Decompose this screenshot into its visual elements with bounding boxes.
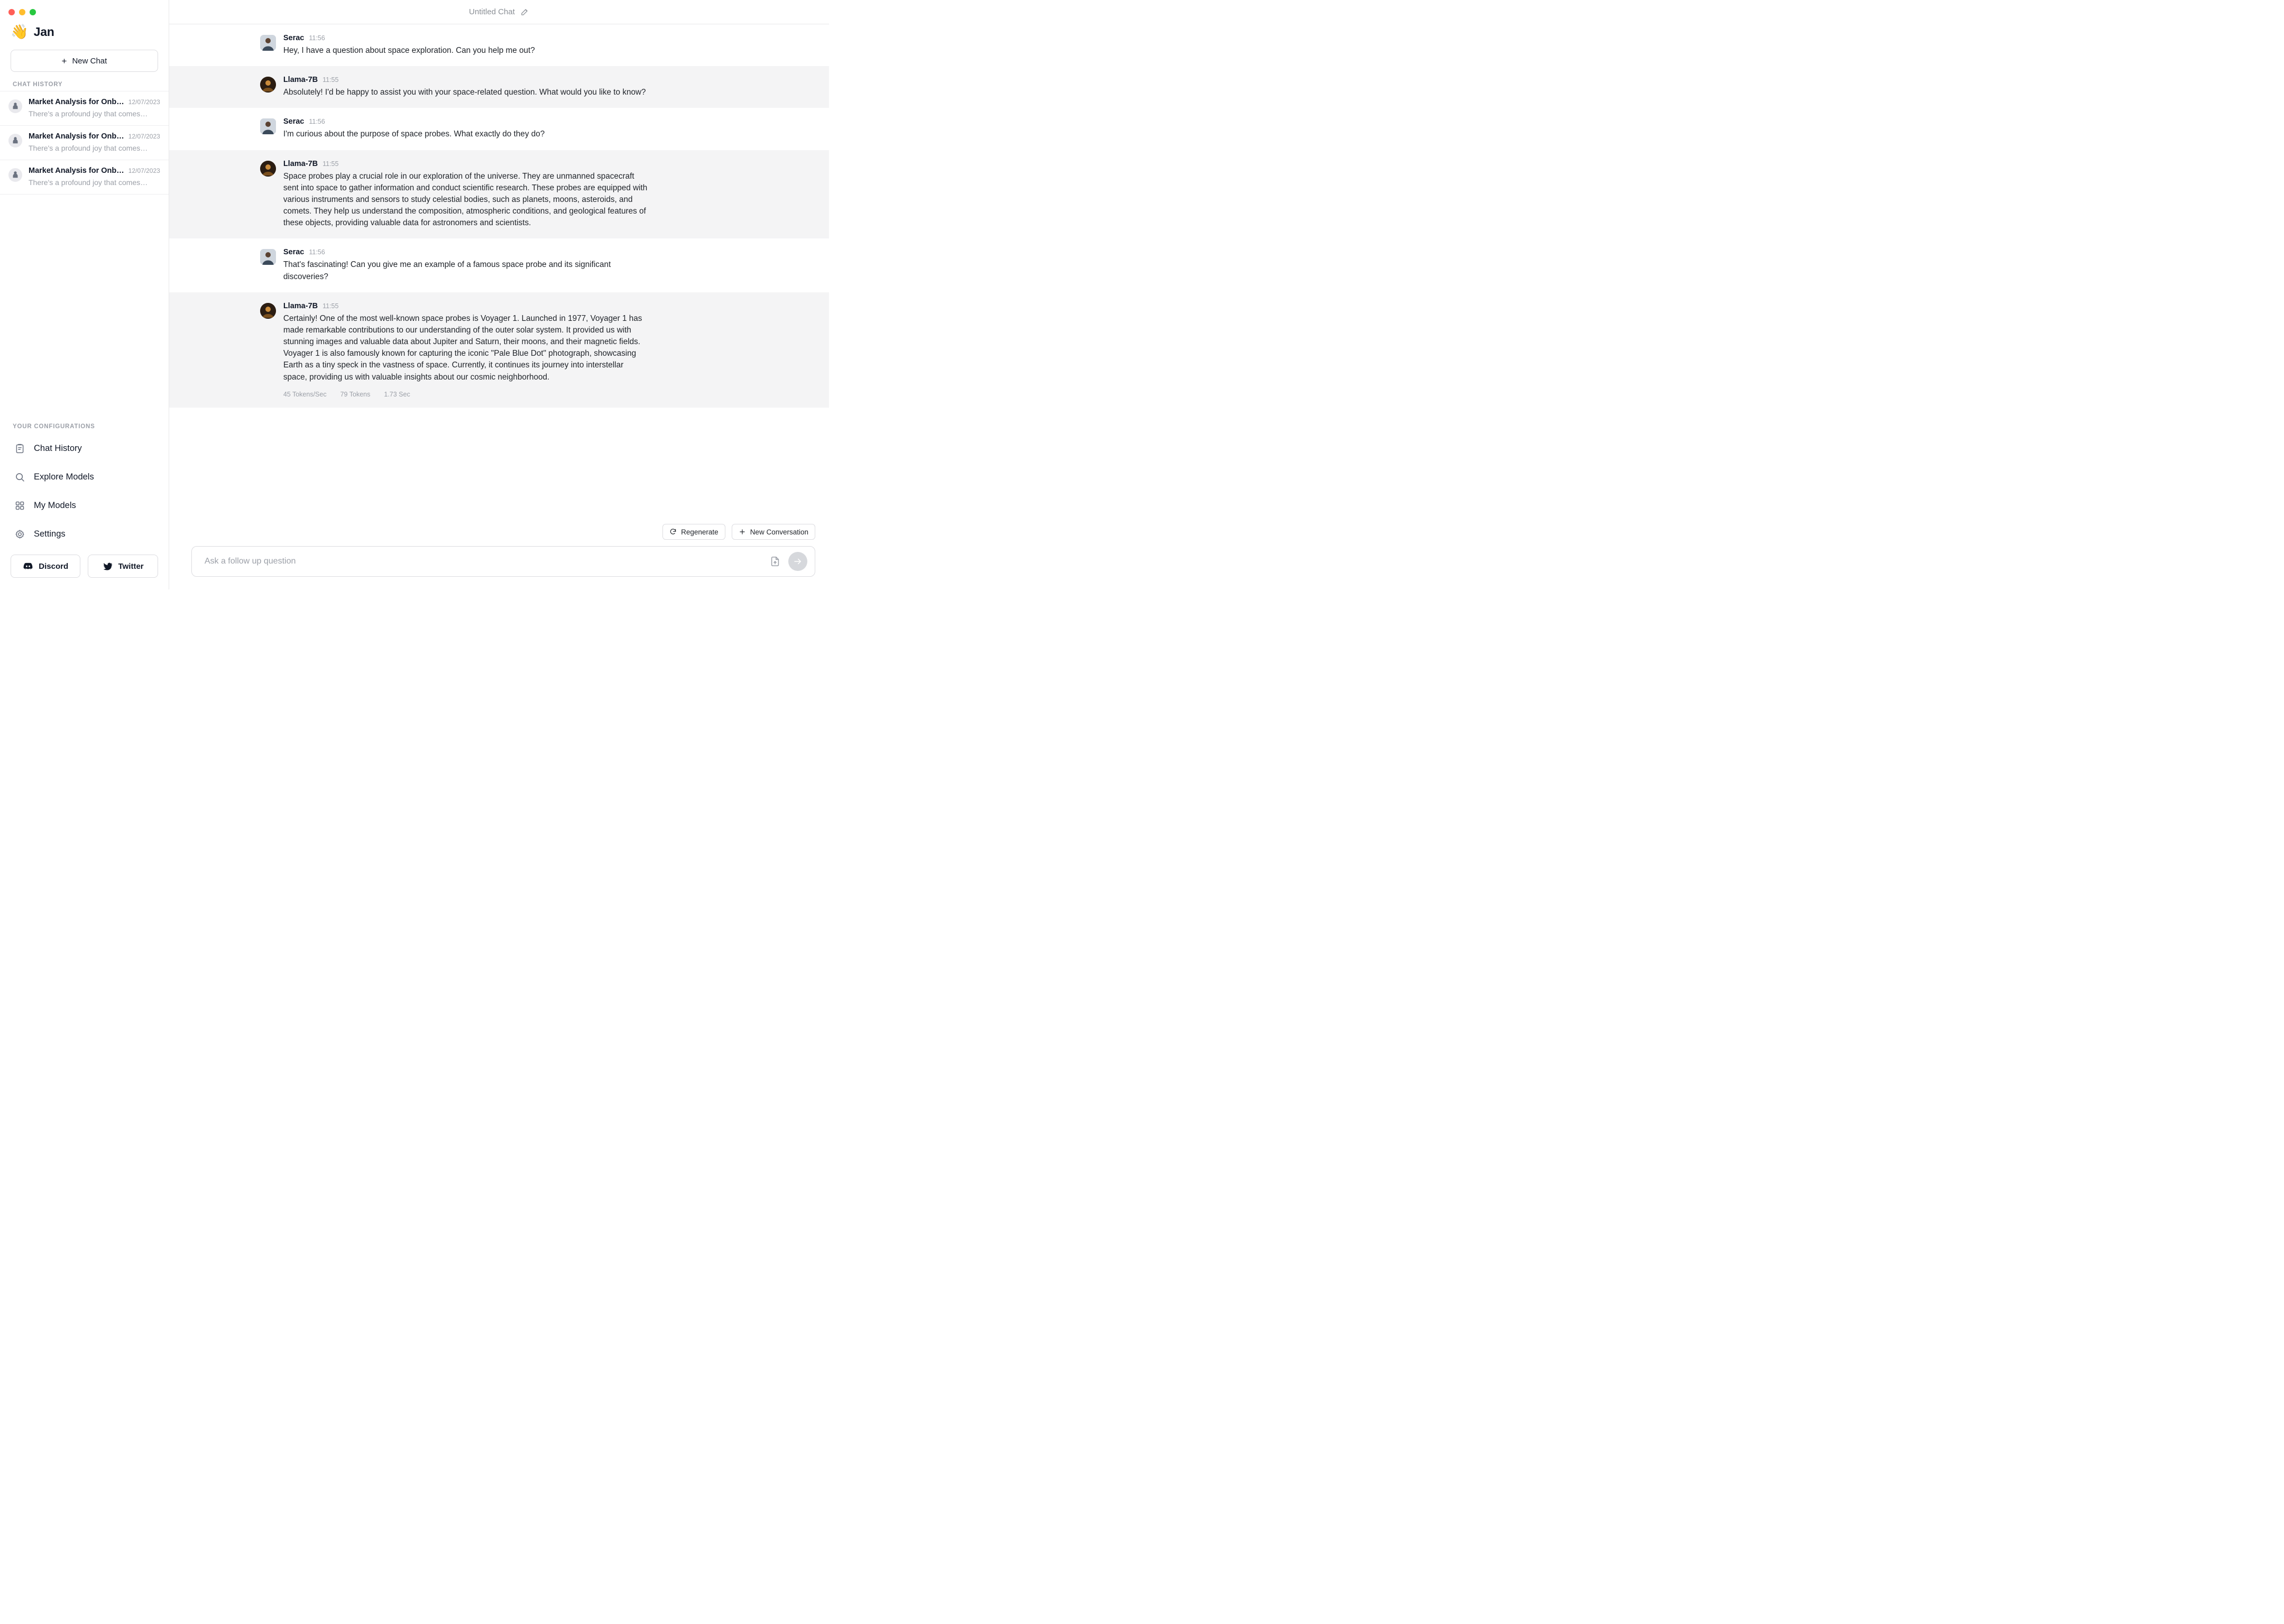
message-text: I'm curious about the purpose of space probes. What exactly do they do? <box>283 130 545 139</box>
maximize-window-button[interactable] <box>30 9 36 15</box>
list-item[interactable] <box>0 126 169 160</box>
message-author: Llama-7B <box>283 301 318 310</box>
composer-area <box>169 524 829 589</box>
app-brand <box>0 17 169 42</box>
history-item-date: 12/07/2023 <box>128 133 160 140</box>
new-conversation-label: New Conversation <box>750 528 808 536</box>
chat-message <box>169 66 829 108</box>
elapsed-seconds: 1.73 Sec <box>384 390 410 398</box>
new-conversation-button[interactable] <box>732 524 815 540</box>
avatar <box>8 168 22 182</box>
composer[interactable] <box>191 546 815 577</box>
chat-topbar <box>169 0 829 24</box>
message-time: 11:55 <box>323 302 339 310</box>
sidebar-item-label: Chat History <box>34 443 82 453</box>
twitter-icon <box>103 561 113 571</box>
sidebar-item-label: My Models <box>34 500 76 510</box>
send-button[interactable] <box>788 552 807 571</box>
social-links <box>0 548 169 589</box>
discord-label: Discord <box>39 561 69 571</box>
message-author: Llama-7B <box>283 76 318 85</box>
file-upload-icon[interactable] <box>769 556 781 567</box>
sidebar-item-explore-models[interactable] <box>0 463 169 491</box>
message-stats <box>283 391 649 398</box>
sidebar-item-settings[interactable] <box>0 520 169 548</box>
window-traffic-lights <box>0 0 169 17</box>
chat-message <box>169 108 829 150</box>
app-window <box>0 0 829 589</box>
avatar <box>260 118 276 134</box>
tokens-per-sec: 45 Tokens/Sec <box>283 390 327 398</box>
avatar <box>260 303 276 319</box>
history-item-title: Market Analysis for Onb… <box>29 167 124 175</box>
list-item[interactable] <box>0 91 169 126</box>
wave-hand-icon: 👋 <box>11 23 29 40</box>
plus-icon <box>739 528 746 536</box>
chat-actions <box>191 524 815 546</box>
message-text: Space probes play a crucial role in our exploration of the universe. They are unmanned spacecraft sent into space to gather information and conduct scientific research. These probes are equipped with various instruments and sensors to study celestial bodies, such as planets, moons, asteroids, and comets. They help us understand the composition, atmospheric conditions, and geological features of these objects, providing valuable data for astronomers and scientists. <box>283 171 648 228</box>
history-item-date: 12/07/2023 <box>128 98 160 106</box>
page-title: Untitled Chat <box>469 7 515 16</box>
history-item-date: 12/07/2023 <box>128 167 160 174</box>
message-author: Llama-7B <box>283 159 318 168</box>
chat-history-heading: CHAT HISTORY <box>13 81 63 88</box>
configurations-heading: YOUR CONFIGURATIONS <box>13 423 95 430</box>
chat-input[interactable] <box>205 557 762 566</box>
message-time: 11:56 <box>309 34 325 42</box>
twitter-button[interactable] <box>88 555 158 578</box>
regenerate-label: Regenerate <box>681 528 719 536</box>
message-time: 11:56 <box>309 118 325 126</box>
message-author: Serac <box>283 34 305 42</box>
grid-icon <box>14 500 25 511</box>
gear-icon <box>14 528 25 540</box>
main-panel <box>169 0 829 589</box>
message-author: Serac <box>283 117 305 126</box>
avatar <box>8 99 22 113</box>
discord-icon <box>23 561 33 571</box>
history-item-title: Market Analysis for Onb… <box>29 132 124 141</box>
avatar <box>8 134 22 147</box>
search-icon <box>14 471 25 483</box>
message-thread <box>169 24 829 524</box>
list-item[interactable] <box>0 160 169 195</box>
chat-message <box>169 238 829 292</box>
regenerate-button[interactable] <box>662 524 725 540</box>
history-item-snippet: There's a profound joy that comes… <box>29 109 148 118</box>
message-author: Serac <box>283 248 305 257</box>
sidebar-item-my-models[interactable] <box>0 491 169 520</box>
message-time: 11:55 <box>323 76 339 84</box>
sidebar-item-chat-history[interactable] <box>0 434 169 463</box>
plus-icon: + <box>61 56 67 66</box>
minimize-window-button[interactable] <box>19 9 25 15</box>
message-time: 11:55 <box>323 160 339 168</box>
new-chat-label: New Chat <box>72 56 107 66</box>
close-window-button[interactable] <box>8 9 15 15</box>
pencil-icon[interactable] <box>520 7 529 16</box>
sidebar <box>0 0 169 589</box>
sidebar-item-label: Explore Models <box>34 472 94 482</box>
app-title: Jan <box>33 24 54 39</box>
token-count: 79 Tokens <box>340 390 371 398</box>
chat-message <box>169 150 829 239</box>
new-chat-button[interactable] <box>11 50 158 72</box>
history-item-snippet: There's a profound joy that comes… <box>29 178 148 187</box>
message-text: Hey, I have a question about space exploration. Can you help me out? <box>283 46 535 55</box>
message-text: That's fascinating! Can you give me an example of a famous space probe and its significant discoveries? <box>283 260 611 281</box>
avatar <box>260 249 276 265</box>
message-text: Absolutely! I'd be happy to assist you with your space-related question. What would you like to know? <box>283 88 646 97</box>
discord-button[interactable] <box>11 555 80 578</box>
message-text: Certainly! One of the most well-known space probes is Voyager 1. Launched in 1977, Voyager 1 has made remarkable contributions to our understanding of the outer solar system. It provided us with stunning images and valuable data about Jupiter and Saturn, their moons, and their magnetic fields. Voyager 1 is also famously known for capturing the iconic "Pale Blue Dot" photograph, showcasing Earth as a tiny speck in the vastness of space. Currently, it continues its journey into interstellar space, providing us with valuable insights about our cosmic neighborhood. <box>283 313 642 382</box>
history-item-title: Market Analysis for Onb… <box>29 98 124 106</box>
history-item-snippet: There's a profound joy that comes… <box>29 144 148 152</box>
refresh-icon <box>669 528 677 536</box>
chat-message <box>169 24 829 66</box>
sidebar-item-label: Settings <box>34 529 66 539</box>
avatar <box>260 35 276 51</box>
twitter-label: Twitter <box>118 561 144 571</box>
avatar <box>260 77 276 93</box>
message-time: 11:56 <box>309 248 325 256</box>
avatar <box>260 161 276 177</box>
sidebar-spacer <box>0 195 169 423</box>
chat-message <box>169 292 829 408</box>
chat-history-list <box>0 91 169 195</box>
clipboard-icon <box>14 442 25 454</box>
